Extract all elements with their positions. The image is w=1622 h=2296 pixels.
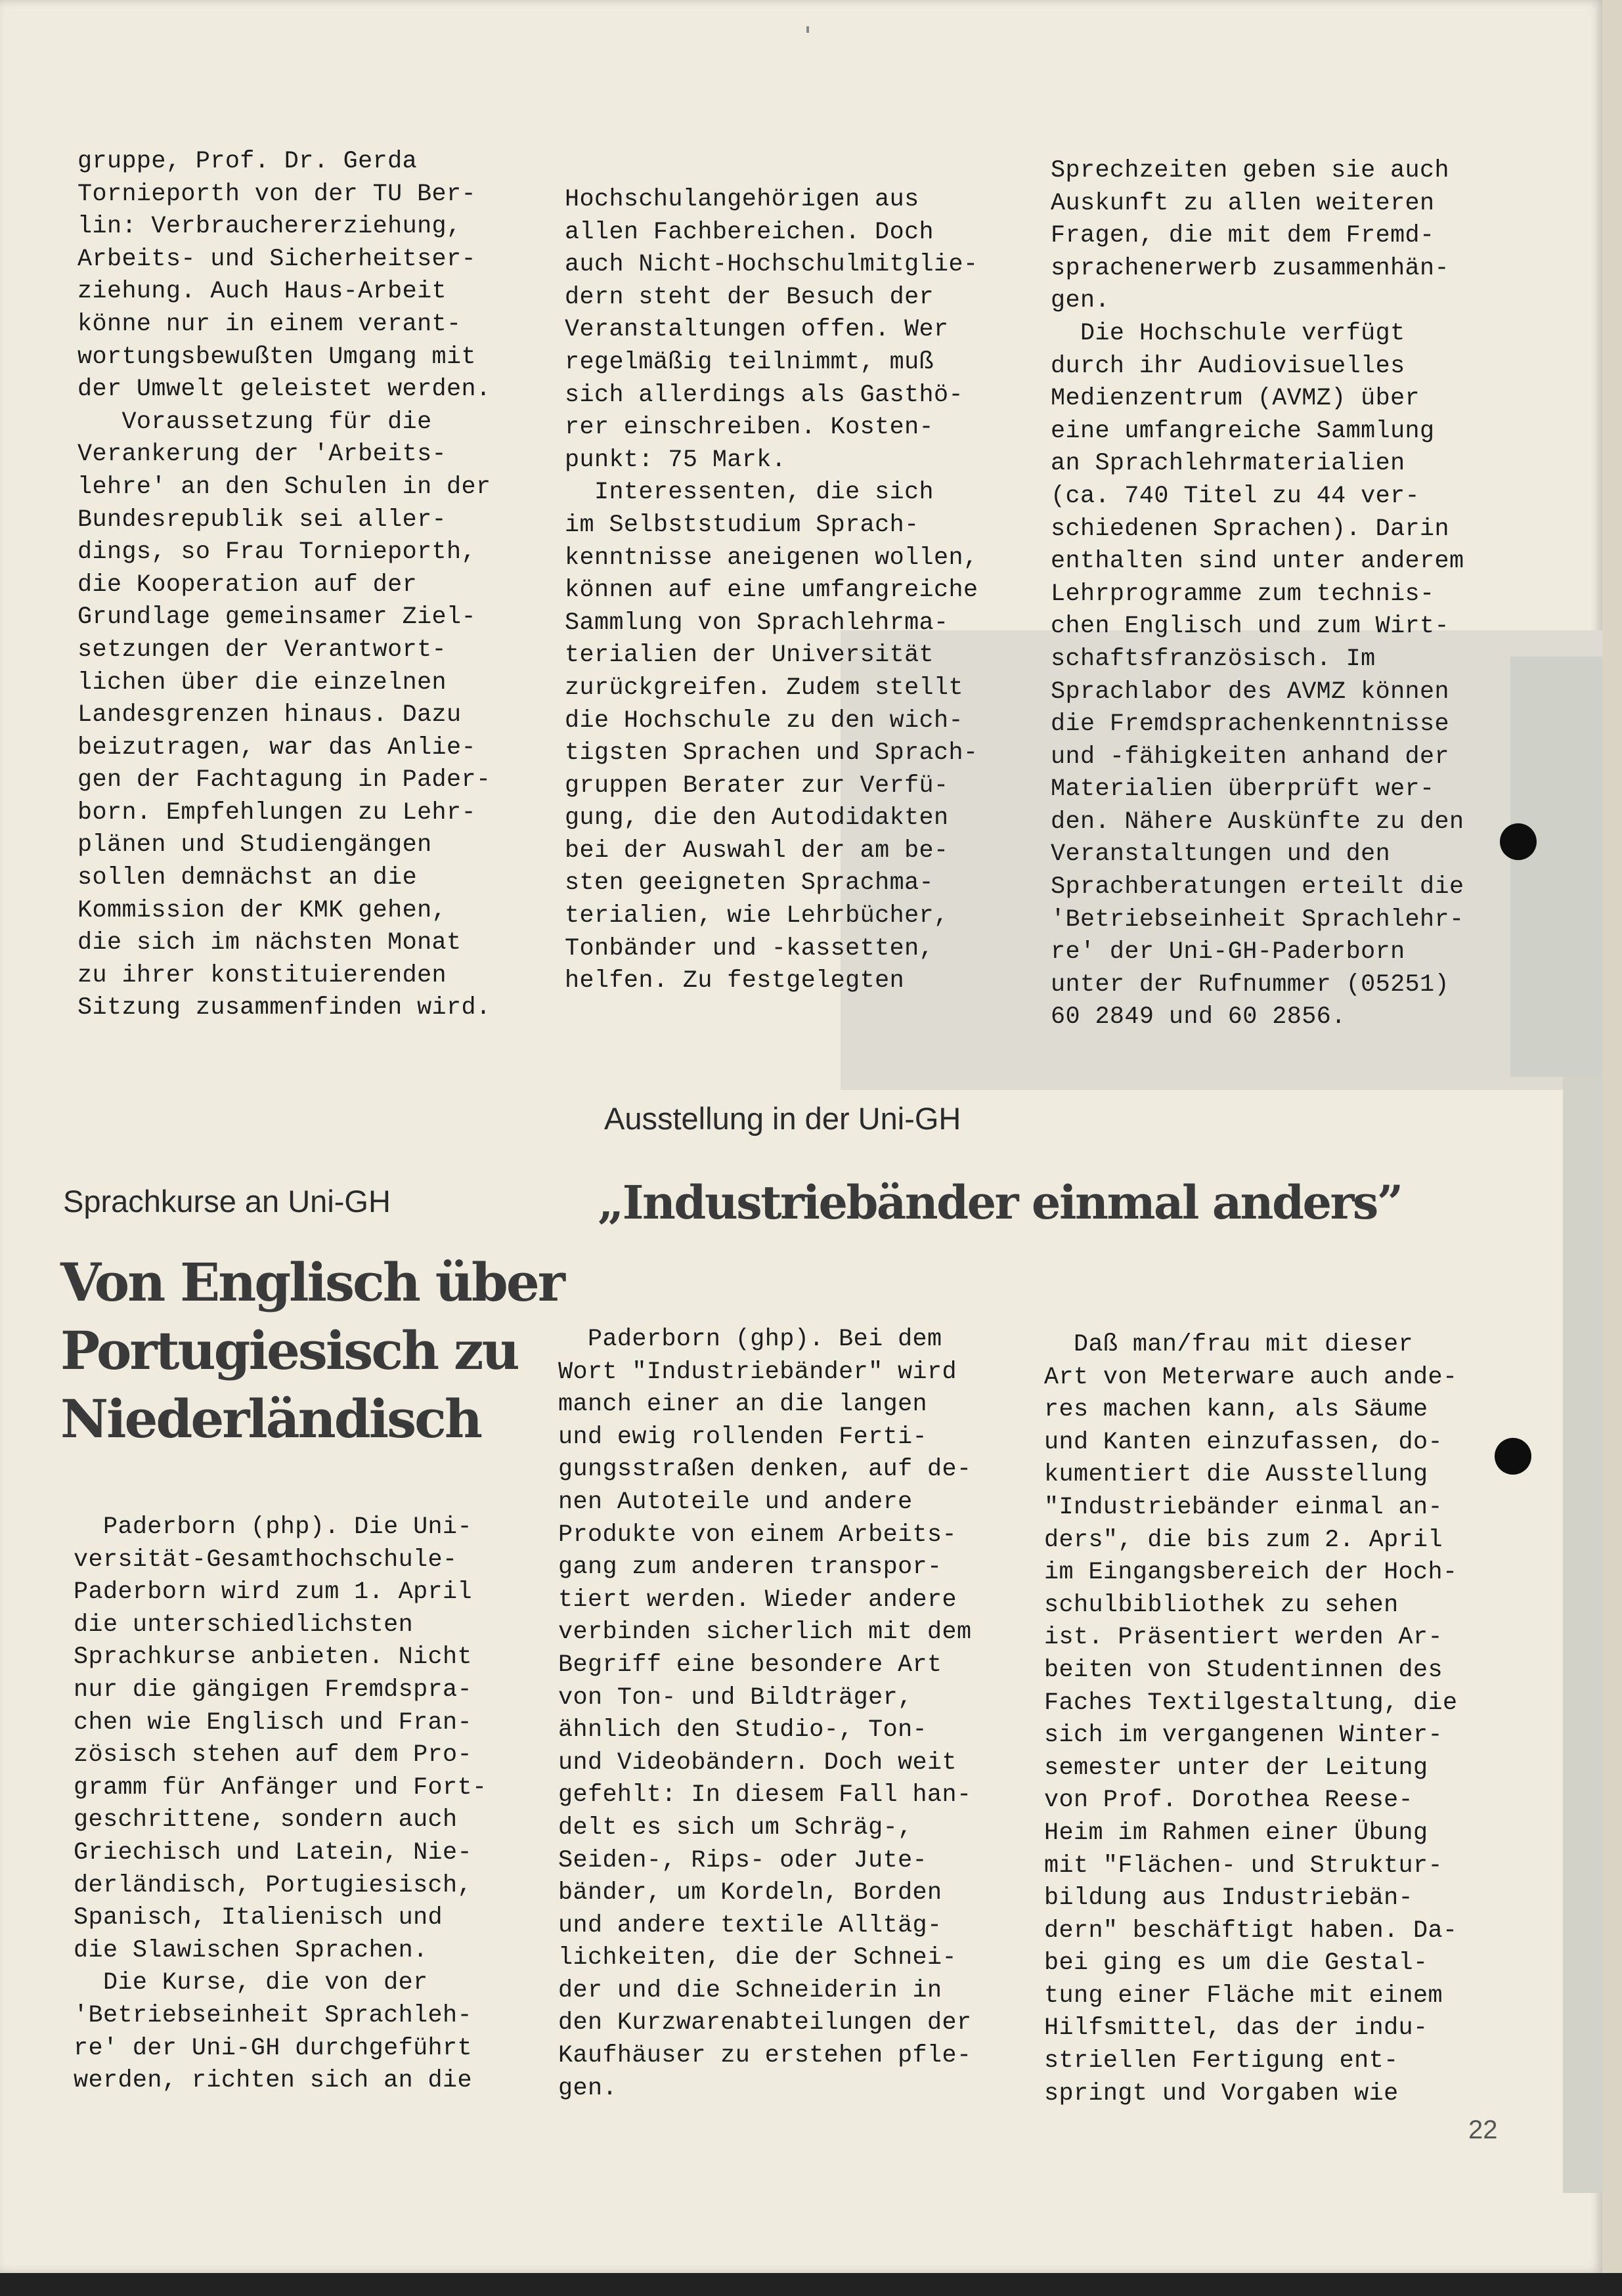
sprachkurse-headline-line-3: Niederländisch [60,1388,481,1450]
ausstellung-column-2: Paderborn (ghp). Bei dem Wort "Industriebänder" wird manch einer an die langen und ewig rollenden Ferti- gungsstraßen denken, auf de- nen Autoteile und andere Produkte von einem Arbeits- gang zum anderen transpor- tiert werden. Wieder andere verbinden sicherlich mit dem Begriff eine besondere Art von Ton- und Bildträger, ähnlich den Studio-, Ton- und Videobändern. Doch weit gefehlt: In diesem Fall han- delt es sich um Schräg-, Seiden-, Rips- oder Jute- bänder, um Kordeln, Borden und andere textile Alltäg- lichkeiten, die der Schnei- der und die Schneiderin in den Kurzwarenabteilungen der Kaufhäuser zu erstehen pfle- gen. [558,1326,972,2102]
sprachkurse-headline-line-2: Portugiesisch zu [60,1320,518,1381]
ausstellung-column-3: Daß man/frau mit dieser Art von Meterware auch ande- res machen kann, als Säume und Kanten einzufassen, do- kumentiert die Ausstellung "Industriebänder einmal an- ders", die bis zum 2. April im Eingangsbereich der Hoch- schulbibliothek zu sehen ist. Präsentiert werden Ar- beiten von Studentinnen des Faches Textilgestaltung, die sich im vergangenen Winter- semester unter der Leitung von Prof. Dorothea Reese- Heim im Rahmen einer Übung mit "Flächen- und Struktur- bildung aus Industriebän- dern" beschäftigt haben. Da- bei ging es um die Gestal- tung einer Fläche mit einem Hilfsmittel, das der indu- striellen Fertigung ent- springt und Vorgaben wie [1044,1331,1458,2108]
fold-mark [806,26,809,33]
ausstellung-kicker: Ausstellung in der Uni-GH [604,1101,961,1136]
sprachkurse-column-1: Paderborn (php). Die Uni- versität-Gesamthochschule- Paderborn wird zum 1. April die unterschiedlichsten Sprachkurse anbieten. Nicht nur die gängigen Fremdspra- chen wie Englisch und Fran- zösisch stehen auf dem Pro- gramm für Anfänger und Fort- geschrittene, sondern auch Griechisch und Latein, Nie- derländisch, Portugiesisch, Spanisch, Italienisch und die Slawischen Sprachen. Die Kurse, die von der 'Betriebseinheit Sprachleh- re' der Uni-GH durchgeführt werden, richten sich an die [74,1513,487,2095]
page-edge [1602,0,1622,2273]
punch-hole-lower [1495,1438,1531,1475]
punch-hole-upper [1500,823,1537,860]
sprachkurse-column-3: Sprechzeiten geben sie auch Auskunft zu allen weiteren Fragen, die mit dem Fremd- sprachenerwerb zusammenhän- gen. Die Hochschule verfügt durch ihr Audiovisuelles Medienzentrum (AVMZ) über eine umfangreiche Sammlung an Sprachlehrmaterialien (ca. 740 Titel zu 44 ver- schiedenen Sprachen). Darin enthalten sind unter anderem Lehrprogramme zum technis- chen Englisch und zum Wirt- schaftsfranzösisch. Im Sprachlabor des AVMZ können die Fremdsprachenkenntnisse und -fähigkeiten anhand der Materialien überprüft wer- den. Nähere Auskünfte zu den Veranstaltungen und den Sprachberatungen erteilt die 'Betriebseinheit Sprachlehr- re' der Uni-GH-Paderborn unter der Rufnummer (05251) 60 2849 und 60 2856. [1051,157,1464,1031]
sprachkurse-kicker: Sprachkurse an Uni-GH [63,1184,391,1219]
top-article-text: gruppe, Prof. Dr. Gerda Tornieporth von der TU Ber- lin: Verbrauchererziehung, Arbeits- und Sicherheitser- ziehung. Auch Haus-Arbeit könne nur in einem verant- wortungsbewußten Umgang mit der Umwelt geleistet werden. Voraussetzung für die Verankerung der 'Arbeits- lehre' an den Schulen in der Bundesrepublik sei aller- dings, so Frau Tornieporth, die Kooperation auf der Grundlage gemeinsamer Ziel- setzungen der Verantwort- lichen über die einzelnen Landesgrenzen hinaus. Dazu beizutragen, war das Anlie- gen der Fachtagung in Pader- born. Empfehlungen zu Lehr- plänen und Studiengängen sollen demnächst an die Kommission der KMK gehen, die sich im nächsten Monat zu ihrer konstituierenden Sitzung zusammenfinden wird. [77,148,491,1022]
bleed-through-photo [1510,657,1602,1077]
sprachkurse-headline-line-1: Von Englisch über [60,1251,563,1313]
sprachkurse-column-2: Hochschulangehörigen aus allen Fachbereichen. Doch auch Nicht-Hochschulmitglie- dern steht der Besuch der Veranstaltungen offen. Wer regelmäßig teilnimmt, muß sich allerdings als Gasthö- rer einschreiben. Kosten- punkt: 75 Mark. Interessenten, die sich im Selbststudium Sprach- kenntnisse aneigenen wollen, können auf eine umfangreiche Sammlung von Sprachlehrma- terialien der Universität zurückgreifen. Zudem stellt die Hochschule zu den wich- tigsten Sprachen und Sprach- gruppen Berater zur Verfü- gung, die den Autodidakten bei der Auswahl der am be- sten geeigneten Sprachma- terialien, wie Lehrbücher, Tonbänder und -kassetten, helfen. Zu festgelegten [565,186,978,995]
bleed-through-right-edge [1563,1077,1602,2193]
scan-bottom-border [0,2273,1622,2296]
page-number: 22 [1468,2115,1498,2144]
ausstellung-headline: „Industriebänder einmal anders” [598,1175,1402,1230]
